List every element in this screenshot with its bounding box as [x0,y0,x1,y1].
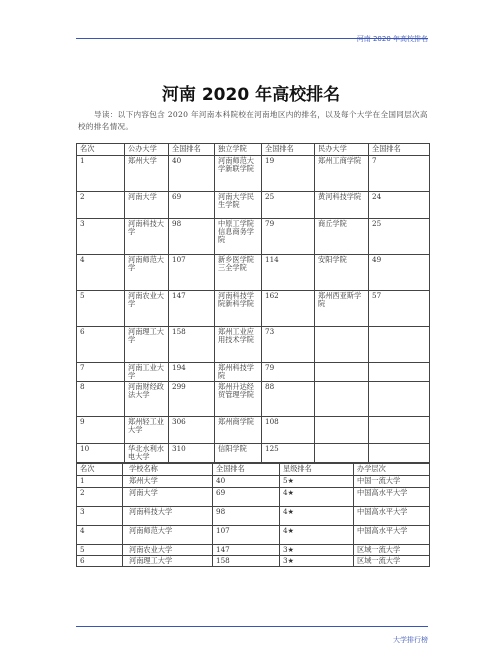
table-cell: 69 [169,192,215,219]
table-row [77,444,430,463]
column-header: 名次 [77,144,125,156]
table-cell: 147 [213,545,280,556]
column-header: 全国排名 [169,144,215,156]
table-cell: 区域一流大学 [354,556,430,567]
table-cell: 郑州商学院 [215,417,262,444]
table-cell: 6 [77,327,125,363]
page-footer [76,626,428,644]
table-cell: 中国一流大学 [354,476,430,488]
table-cell: 安阳学院 [315,255,369,291]
table-cell: 郑州大学 [125,156,169,192]
page-header [76,26,428,43]
table-cell: 79 [262,363,315,382]
column-header: 学校名称 [123,464,213,476]
table-cell: 7 [369,156,430,192]
table-cell: 郑州工商学院 [315,156,369,192]
table-row [77,192,430,219]
table-cell: 2 [77,192,125,219]
table-row [77,291,430,327]
table-cell: 河南农业大学 [123,545,213,556]
table-cell: 125 [262,444,315,463]
table-cell: 河南科技大学 [125,219,169,255]
table-row [77,219,430,255]
table-cell: 57 [369,291,430,327]
table-cell [315,382,369,417]
table-cell: 114 [262,255,315,291]
table-cell [369,363,430,382]
table-row [77,526,430,545]
ranking-table-by-type [76,143,430,463]
table-cell: 4 [77,526,123,545]
table-cell: 299 [169,382,215,417]
table-cell: 河南师范大学 [125,255,169,291]
table-cell [369,382,430,417]
footer-text: 大学排行榜 [393,636,428,644]
table-cell: 107 [213,526,280,545]
table-row [77,255,430,291]
table-cell [315,417,369,444]
table-cell: 40 [169,156,215,192]
column-header: 民办大学 [315,144,369,156]
table-cell: 147 [169,291,215,327]
column-header: 名次 [77,464,123,476]
table-cell: 河南工业大学 [125,363,169,382]
table-row [77,556,430,567]
table-row [77,363,430,382]
table-row [77,545,430,556]
table-cell [315,327,369,363]
table-cell: 69 [213,488,280,507]
table-cell: 4★ [280,507,354,526]
table-cell: 河南财经政法大学 [125,382,169,417]
table-cell [369,444,430,463]
table-cell: 73 [262,327,315,363]
column-header: 全国排名 [369,144,430,156]
table-cell: 1 [77,476,123,488]
table-cell: 中国高水平大学 [354,507,430,526]
table-cell: 郑州轻工业大学 [125,417,169,444]
table-cell: 3★ [280,556,354,567]
table-cell: 5 [77,291,125,327]
table-cell: 108 [262,417,315,444]
table-cell: 黄河科技学院 [315,192,369,219]
table-cell: 3 [77,507,123,526]
table-cell: 107 [169,255,215,291]
table-cell: 4 [77,255,125,291]
table-cell: 9 [77,417,125,444]
table-cell: 河南科技大学 [123,507,213,526]
table-cell: 郑州工业应用技术学院 [215,327,262,363]
table-cell: 5★ [280,476,354,488]
table-row [77,382,430,417]
table-row [77,507,430,526]
column-header: 公办大学 [125,144,169,156]
table-cell: 4★ [280,526,354,545]
table-header-row [77,464,430,476]
table-cell: 河南师范大学 [123,526,213,545]
table-cell: 华北水利水电大学 [125,444,169,463]
table-cell: 8 [77,382,125,417]
table-cell: 河南理工大学 [125,327,169,363]
table-cell: 区域一流大学 [354,545,430,556]
table-cell: 98 [169,219,215,255]
table-cell: 2 [77,488,123,507]
table-cell: 商丘学院 [315,219,369,255]
table-cell: 河南大学 [123,488,213,507]
table-cell: 194 [169,363,215,382]
table-cell: 10 [77,444,125,463]
table-cell: 162 [262,291,315,327]
table-cell: 24 [369,192,430,219]
table-cell: 158 [169,327,215,363]
column-header: 办学层次 [354,464,430,476]
table-cell: 河南科技学院新科学院 [215,291,262,327]
table-cell: 3★ [280,545,354,556]
table-cell: 中原工学院信息商务学院 [215,219,262,255]
table-cell [369,417,430,444]
column-header: 全国排名 [213,464,280,476]
table-cell: 5 [77,545,123,556]
table-cell [315,444,369,463]
table-cell: 信阳学院 [215,444,262,463]
table-header-row [77,144,430,156]
table-cell: 中国高水平大学 [354,488,430,507]
table-cell: 98 [213,507,280,526]
table-cell: 158 [213,556,280,567]
table-cell: 79 [262,219,315,255]
table-cell: 河南理工大学 [123,556,213,567]
table-cell: 郑州西亚斯学院 [315,291,369,327]
header-text: 河南 2020 年高校排名 [356,35,428,43]
table-cell: 3 [77,219,125,255]
table-cell: 7 [77,363,125,382]
table-cell: 郑州科技学院 [215,363,262,382]
intro-paragraph: 导读：以下内容包含 2020 年河南本科院校在河南地区内的排名，以及每个大学在全国同层次高校的排名情况。 [78,110,428,131]
table-cell: 河南大学民生学院 [215,192,262,219]
table-cell: 88 [262,382,315,417]
table-cell: 河南师范大学新联学院 [215,156,262,192]
column-header: 全国排名 [262,144,315,156]
column-header: 星级排名 [280,464,354,476]
page-title: 河南 2020 年高校排名 [161,85,341,105]
table-cell: 1 [77,156,125,192]
table-cell [315,363,369,382]
table-cell: 新乡医学院三全学院 [215,255,262,291]
table-row [77,327,430,363]
ranking-table-stars [76,463,430,567]
table-row [77,476,430,488]
table-cell: 310 [169,444,215,463]
table-cell: 中国高水平大学 [354,526,430,545]
table-cell: 河南大学 [125,192,169,219]
table-cell: 郑州大学 [123,476,213,488]
table-cell: 40 [213,476,280,488]
table-cell: 25 [262,192,315,219]
table-cell [369,327,430,363]
table-cell: 19 [262,156,315,192]
table-cell: 306 [169,417,215,444]
table-cell: 49 [369,255,430,291]
table-cell: 6 [77,556,123,567]
table-cell: 25 [369,219,430,255]
table-cell: 4★ [280,488,354,507]
table-row [77,488,430,507]
table-row [77,156,430,192]
table-row [77,417,430,444]
table-cell: 郑州升达经贸管理学院 [215,382,262,417]
column-header: 独立学院 [215,144,262,156]
table-cell: 河南农业大学 [125,291,169,327]
